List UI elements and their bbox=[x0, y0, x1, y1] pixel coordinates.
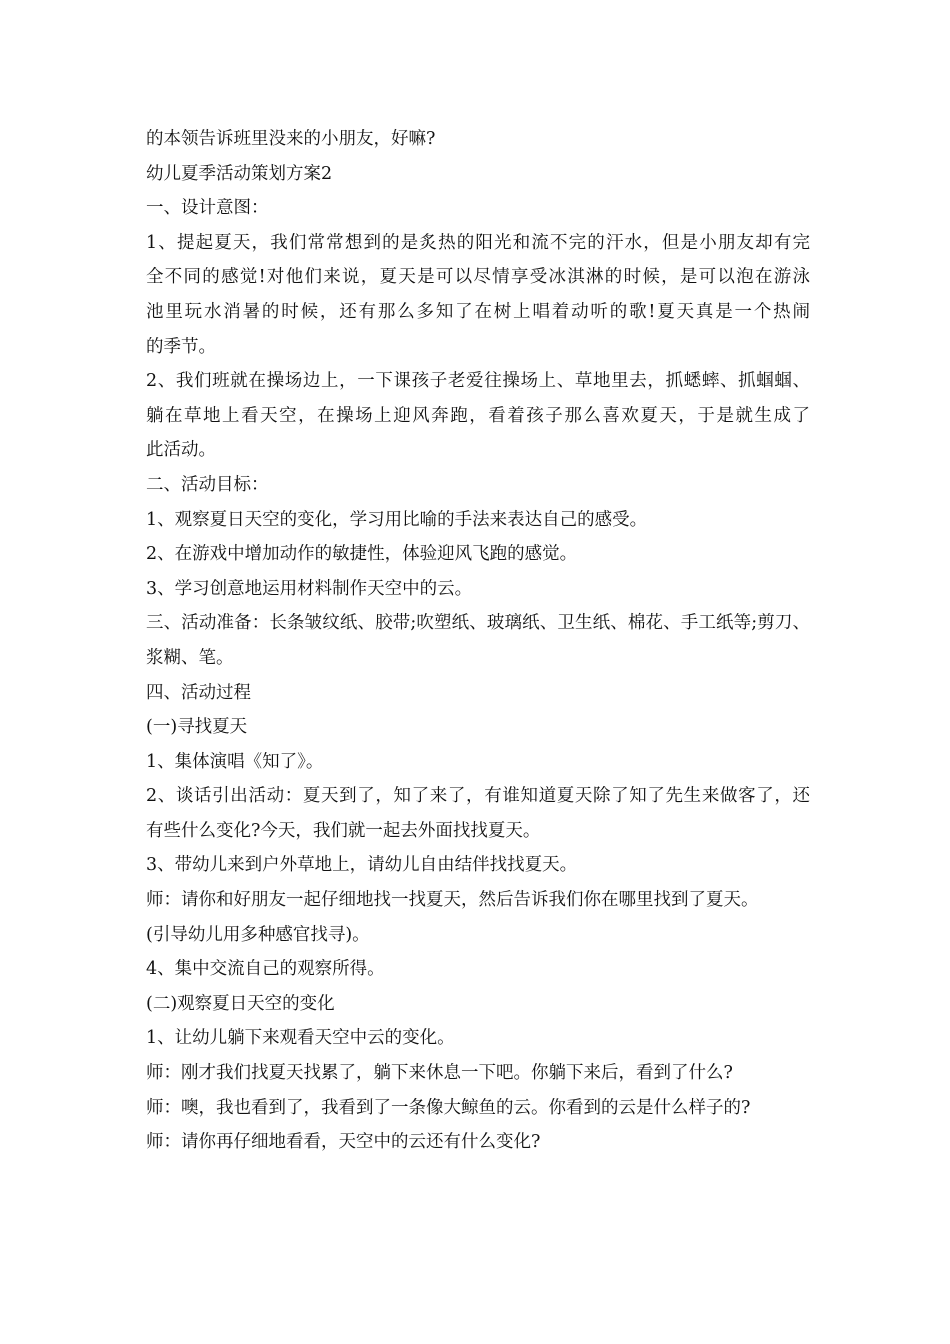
text-line: 3、带幼儿来到户外草地上，请幼儿自由结伴找找夏天。 bbox=[146, 855, 578, 876]
text-line: 1、观察夏日天空的变化，学习用比喻的手法来表达自己的感受。 bbox=[146, 509, 648, 530]
text-line: 师：请你和好朋友一起仔细地找一找夏天，然后告诉我们你在哪里找到了夏天。 bbox=[146, 890, 759, 911]
text-line: 1、让幼儿躺下来观看天空中云的变化。 bbox=[146, 1028, 455, 1049]
text-line: 的季节。 bbox=[146, 336, 216, 357]
text-line: 1、集体演唱《知了》。 bbox=[146, 751, 324, 772]
text-line: 三、活动准备：长条皱纹纸、胶带;吹塑纸、玻璃纸、卫生纸、棉花、手工纸等;剪刀、 bbox=[146, 613, 810, 634]
text-line: 2、谈话引出活动：夏天到了，知了来了，有谁知道夏天除了知了先生来做客了，还 bbox=[146, 786, 810, 807]
document-body bbox=[146, 122, 810, 1160]
text-line: 4、集中交流自己的观察所得。 bbox=[146, 959, 385, 980]
text-line: 师：请你再仔细地看看，天空中的云还有什么变化? bbox=[146, 1132, 541, 1153]
section-heading: 二、活动目标： bbox=[146, 474, 269, 495]
text-line: 的本领告诉班里没来的小朋友，好嘛? bbox=[146, 129, 436, 149]
section-heading: 一、设计意图： bbox=[146, 198, 269, 219]
text-line: (引导幼儿用多种感官找寻)。 bbox=[146, 924, 370, 945]
text-line: 2、在游戏中增加动作的敏捷性，体验迎风飞跑的感觉。 bbox=[146, 544, 578, 565]
text-line: 1、提起夏天，我们常常想到的是炙热的阳光和流不完的汗水，但是小朋友却有完 bbox=[146, 232, 810, 253]
text-line: 师：噢，我也看到了，我看到了一条像大鲸鱼的云。你看到的云是什么样子的? bbox=[146, 1097, 751, 1118]
text-line: 2、我们班就在操场边上，一下课孩子老爱往操场上、草地里去，抓蟋蟀、抓蝈蝈、 bbox=[146, 371, 810, 392]
subsection-heading: (二)观察夏日天空的变化 bbox=[146, 993, 335, 1014]
text-line: 池里玩水消暑的时候，还有那么多知了在树上唱着动听的歌!夏天真是一个热闹 bbox=[146, 301, 810, 322]
text-line: 全不同的感觉!对他们来说，夏天是可以尽情享受冰淇淋的时候，是可以泡在游泳 bbox=[146, 267, 810, 288]
text-line: 3、学习创意地运用材料制作天空中的云。 bbox=[146, 578, 473, 599]
text-line: 有些什么变化?今天，我们就一起去外面找找夏天。 bbox=[146, 820, 541, 841]
text-line: 躺在草地上看天空，在操场上迎风奔跑，看着孩子那么喜欢夏天，于是就生成了 bbox=[146, 405, 810, 426]
text-line: 浆糊、笔。 bbox=[146, 647, 234, 668]
section-heading: 四、活动过程 bbox=[146, 682, 251, 703]
text-line: 此活动。 bbox=[146, 440, 216, 461]
text-line: 师：刚才我们找夏天找累了，躺下来休息一下吧。你躺下来后，看到了什么? bbox=[146, 1063, 733, 1084]
section-title: 幼儿夏季活动策划方案2 bbox=[146, 163, 333, 184]
subsection-heading: (一)寻找夏天 bbox=[146, 717, 248, 738]
